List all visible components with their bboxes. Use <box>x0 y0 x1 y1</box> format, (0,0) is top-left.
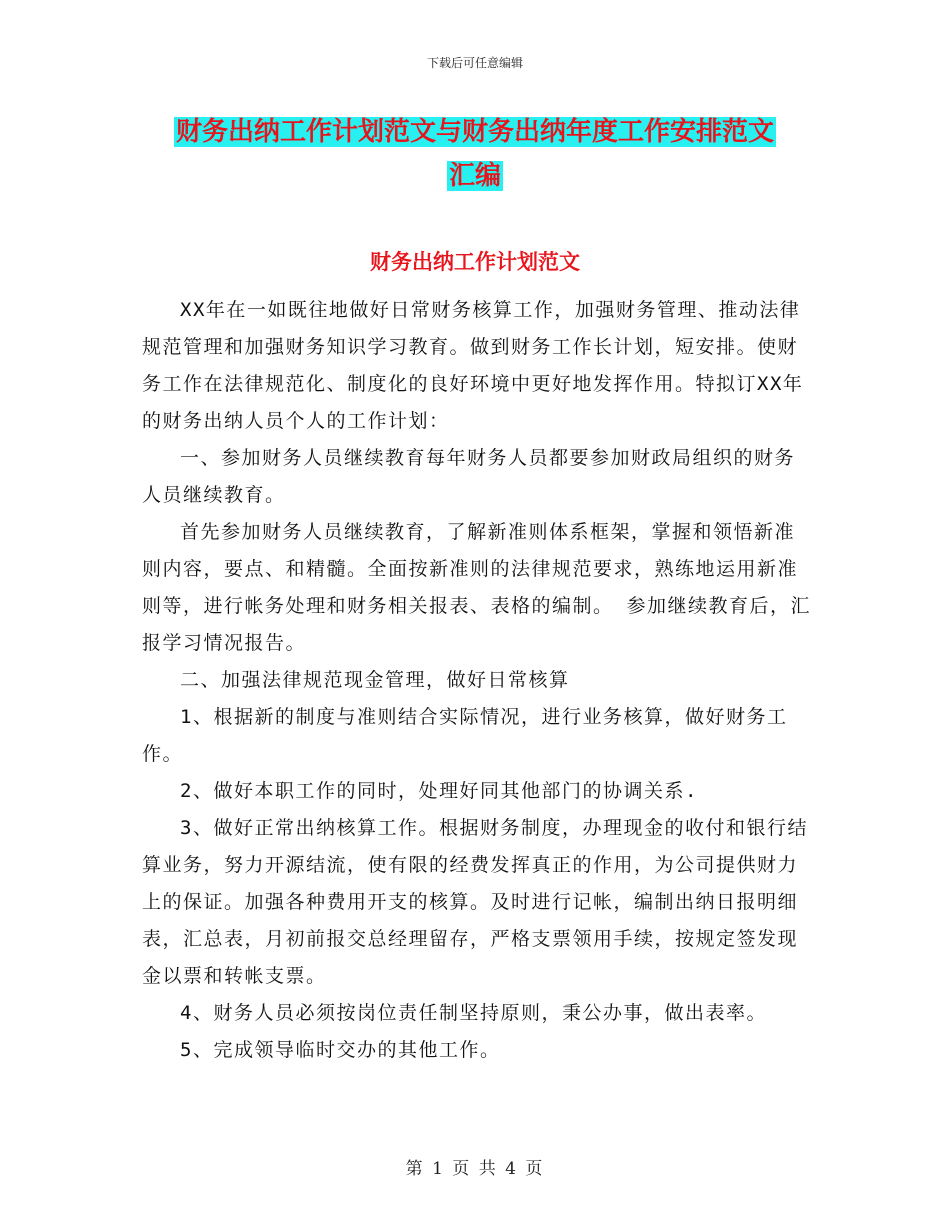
document-body <box>142 292 814 1069</box>
paragraph-intro: XX年在一如既往地做好日常财务核算工作，加强财务管理、推动法律规范管理和加强财务知识学习教育。做到财务工作长计划，短安排。使财务工作在法律规范化、制度化的良好环境中更好地发挥作用。特拟订XX年的财务出纳人员个人的工作计划： <box>142 299 804 432</box>
paragraph-sub-2: 2、做好本职工作的同时，处理好同其他部门的协调关系. <box>180 780 698 802</box>
paragraph-sub-5: 5、完成领导临时交办的其他工作。 <box>180 1039 501 1061</box>
title-line-2: 汇编 <box>448 161 501 191</box>
paragraph-sub-3: 3、做好正常出纳核算工作。根据财务制度，办理现金的收付和银行结算业务，努力开源结流，使有限的经费发挥真正的作用，为公司提供财力上的保证。加强各种费用开支的核算。及时进行记帐，编制出纳日报明细表，汇总表，月初前报交总经理留存，严格支票领用手续，按规定签发现金以票和转帐支票。 <box>142 817 808 987</box>
page-number-footer: 第 1 页 共 4 页 <box>405 1159 545 1179</box>
header-note: 下载后可任意编辑 <box>426 56 523 70</box>
section-title: 财务出纳工作计划范文 <box>370 250 580 274</box>
paragraph-item-2-heading: 二、加强法律规范现金管理，做好日常核算 <box>180 669 570 691</box>
paragraph-sub-1: 1、根据新的制度与准则结合实际情况，进行业务核算，做好财务工作。 <box>142 706 788 765</box>
paragraph-item-1-body: 首先参加财务人员继续教育，了解新准则体系框架，掌握和领悟新准则内容，要点、和精髓。全面按新准则的法律规范要求，熟练地运用新准则等，进行帐务处理和财务相关报表、表格的编制。 参加继续教育后，汇报学习情况报告。 <box>142 521 811 654</box>
paragraph-sub-4: 4、财务人员必须按岗位责任制坚持原则，秉公办事，做出表率。 <box>180 1002 767 1024</box>
title-line-1: 财务出纳工作计划范文与财务出纳年度工作安排范文 <box>175 117 774 147</box>
document-title <box>140 110 810 198</box>
paragraph-item-1-heading: 一、参加财务人员继续教育每年财务人员都要参加财政局组织的财务人员继续教育。 <box>142 447 796 506</box>
